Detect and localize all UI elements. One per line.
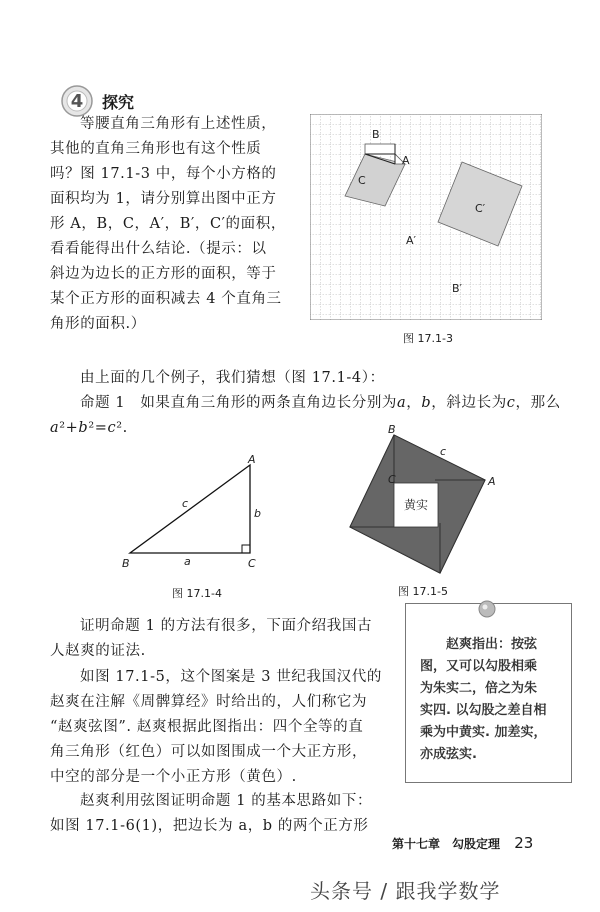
vertex-c: C [248,557,256,570]
proof-line: “赵爽弦图”. 赵爽根据此图指出：四个全等的直 [50,719,364,735]
page-number: 23 [514,834,534,852]
side-a: a [184,555,191,568]
var-b: b [421,395,432,411]
side-c: c [182,497,189,510]
label-b-prime: B′ [452,282,463,295]
formula-a: a [50,420,60,436]
formula-b: b [78,420,89,436]
sidenote-text [420,634,560,766]
section-title: 探究 [102,93,135,112]
vertex-a: A [248,455,256,466]
explore-line: 形 A，B，C，A′，B′，C′的面积， [50,216,286,232]
side-b: b [254,507,261,520]
mid: ，斜边长为 [431,395,507,411]
figure-17-1-5 [340,425,500,585]
sidenote-line: 赵爽指出：按弦 [446,637,538,652]
label-c-prime: C′ [475,202,486,215]
proof-line: 如图 17.1-5，这个图案是 3 世纪我国汉代的 [80,669,382,685]
proposition-prefix: 命题 1 如果直角三角形的两条直角边长分别为 [80,395,398,411]
formula-plus: ²+ [59,420,79,436]
formula [50,416,128,441]
label-a-prime: A′ [406,234,417,247]
proof-paragraph-2 [50,665,410,790]
proof-line: 如图 17.1-6(1)，把边长为 a，b 的两个正方形 [50,818,369,834]
center-label: 黄实 [403,498,429,512]
vertex-a: A [488,475,496,488]
proof-paragraph-1 [50,614,400,664]
explore-line: 某个正方形的面积减去 4 个直角三 [50,291,282,307]
formula-c: c [107,420,117,436]
proof-line: 赵爽在注解《周髀算经》时给出的，人们称它为 [50,694,368,710]
chapter-title: 第十七章 勾股定理 [392,837,501,851]
pin-icon [476,598,498,620]
label-a: A [402,154,410,167]
explore-paragraph [50,112,305,337]
proof-paragraph-3 [50,789,570,839]
explore-line: 面积均为 1，请分别算出图中正方 [50,191,277,207]
sidenote-line: 乘为中黄实. 加差实， [420,725,547,740]
proof-line: 人赵爽的证法. [50,643,146,659]
sidenote-line: 实四. 以勾股之差自相 [420,703,547,718]
conjecture-intro: 由上面的几个例子，我们猜想（图 17.1-4）： [80,370,385,386]
explore-line: 等腰直角三角形有上述性质， [80,116,277,132]
sidenote-line: 亦成弦实. [420,747,477,762]
var-a: a [397,395,407,411]
proof-line: 赵爽利用弦图证明命题 1 的基本思路如下： [80,793,373,809]
label-b: B [372,128,380,141]
right-triangle [130,465,250,553]
explore-line: 看看能得出什么结论.（提示：以 [50,241,267,257]
figure-17-1-4 [120,455,270,575]
sidenote-box [405,603,572,783]
footer [392,834,533,852]
right-angle-mark [242,545,250,553]
vertex-b: B [388,425,396,436]
sep: ， [406,395,422,411]
explore-line: 斜边为边长的正方形的面积，等于 [50,266,277,282]
formula-end: ². [116,420,128,436]
proof-line: 中空的部分是一个小正方形（黄色）. [50,769,297,785]
watermark: 头条号 / 跟我学数学 [310,879,501,903]
sidenote-line: 图，又可以勾股相乘 [420,659,538,674]
figure-17-1-3 [310,114,542,320]
end: ，那么 [515,395,561,411]
vertex-b: B [122,557,130,570]
explore-line: 吗？图 17.1-3 中，每个小方格的 [50,166,277,182]
vertex-c: C [388,473,396,486]
proposition-1 [80,391,561,416]
side-c: c [440,445,447,458]
caption-17-1-5: 图 17.1-5 [398,585,448,598]
var-c: c [506,395,516,411]
explore-line: 角形的面积.） [50,316,146,332]
formula-eq: ²= [88,420,108,436]
explore-badge-number: 4 [70,91,84,112]
caption-17-1-3: 图 17.1-3 [403,332,453,345]
sidenote-line: 为朱实二，倍之为朱 [420,681,538,696]
caption-17-1-4: 图 17.1-4 [172,587,222,600]
explore-line: 其他的直角三角形也有这个性质 [50,141,262,157]
label-c: C [358,174,366,187]
proof-line: 角三角形（红色）可以如图围成一个大正方形， [50,744,368,760]
square-b [365,144,395,154]
proof-line: 证明命题 1 的方法有很多，下面介绍我国古 [80,618,373,634]
